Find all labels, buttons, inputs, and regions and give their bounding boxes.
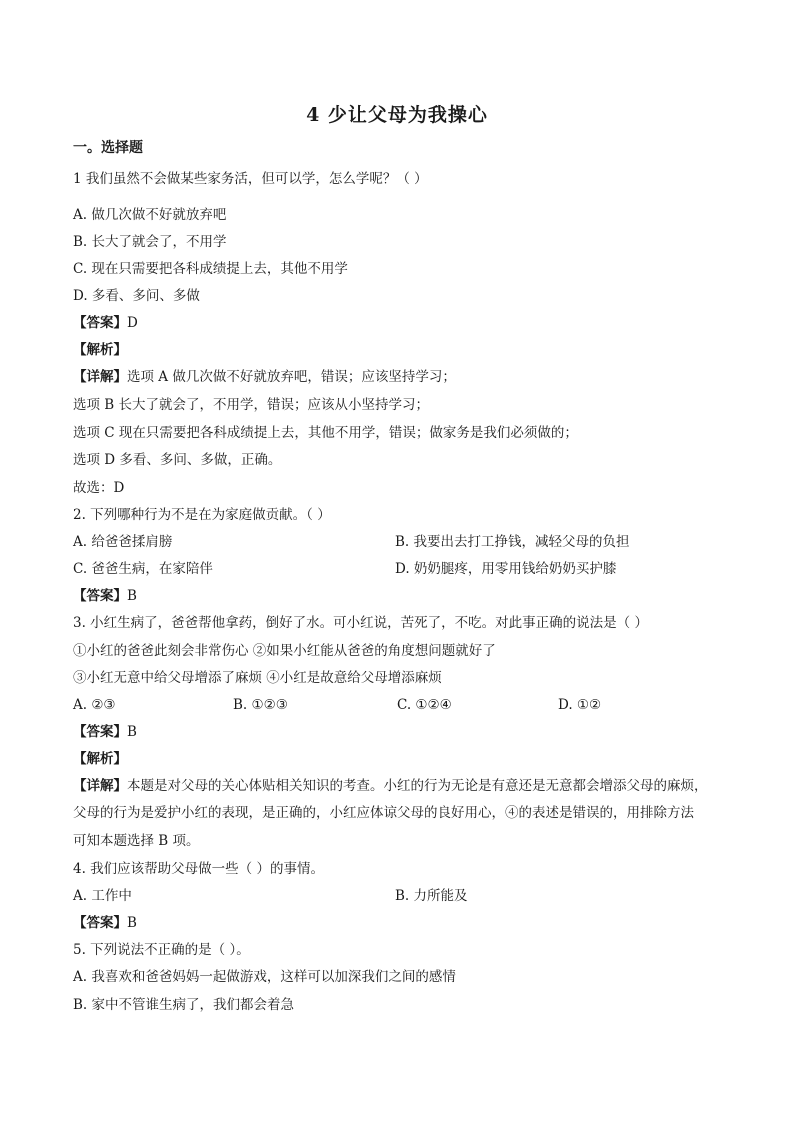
question-1-stem: 1 我们虽然不会做某些家务活，但可以学，怎么学呢？（ ） (73, 171, 428, 187)
q3-statements-2: ③小红无意中给父母增添了麻烦 ④小红是故意给父母增添麻烦 (73, 670, 442, 686)
q4-option-b: B. 力所能及 (395, 888, 468, 904)
answer-value: B (127, 724, 137, 740)
question-5-stem: 5. 下列说法不正确的是（ ）。 (73, 942, 250, 958)
detail-tag: 【详解】 (73, 778, 127, 794)
q2-option-d: D. 奶奶腿疼，用零用钱给奶奶买护膝 (395, 561, 617, 577)
q3-statements-1: ①小红的爸爸此刻会非常伤心 ②如果小红能从爸爸的角度想问题就好了 (73, 643, 496, 659)
q2-option-b: B. 我要出去打工挣钱，减轻父母的负担 (395, 534, 630, 550)
q4-option-a: A. 工作中 (73, 888, 132, 904)
answer-tag: 【答案】 (73, 588, 127, 604)
q1-detail-line: 选项 C 现在只需要把各科成绩提上去，其他不用学，错误；做家务是我们必须做的； (73, 425, 578, 441)
q3-detail-line (73, 777, 708, 795)
q3-detail-line: 父母的行为是爱护小红的表现，是正确的，小红应体谅父母的良好用心，④的表述是错误的，用排除方法 (73, 805, 694, 821)
q4-answer (73, 914, 137, 932)
q3-answer (73, 723, 137, 741)
detail-text: 本题是对父母的关心体贴相关知识的考查。小红的行为无论是有意还是无意都会增添父母的麻烦， (127, 778, 708, 794)
answer-value: D (127, 315, 138, 331)
q1-analysis-tag: 【解析】 (73, 342, 127, 358)
detail-tag: 【详解】 (73, 369, 127, 385)
q3-option-c: C. ①②④ (397, 697, 452, 713)
q5-option-a: A. 我喜欢和爸爸妈妈一起做游戏，这样可以加深我们之间的感情 (73, 969, 456, 985)
q1-option-b: B. 长大了就会了，不用学 (73, 234, 227, 250)
q1-option-d: D. 多看、多问、多做 (73, 288, 200, 304)
question-2-stem: 2. 下列哪种行为不是在为家庭做贡献。（ ） (73, 507, 331, 523)
question-4-stem: 4. 我们应该帮助父母做一些（ ）的事情。 (73, 861, 324, 877)
q1-detail-line (73, 368, 456, 386)
answer-tag: 【答案】 (73, 724, 127, 740)
q2-option-c: C. 爸爸生病，在家陪伴 (73, 561, 213, 577)
q1-answer (73, 314, 138, 332)
q3-analysis-tag: 【解析】 (73, 751, 127, 767)
detail-text: 选项 A 做几次做不好就放弃吧，错误；应该坚持学习； (127, 369, 456, 385)
q1-option-a: A. 做几次做不好就放弃吧 (73, 207, 227, 223)
section-heading: 一。选择题 (73, 140, 143, 156)
q1-option-c: C. 现在只需要把各科成绩提上去，其他不用学 (73, 261, 348, 277)
answer-value: B (127, 915, 137, 931)
answer-value: B (127, 588, 137, 604)
q3-option-a: A. ②③ (73, 697, 116, 713)
q3-detail-line: 可知本题选择 B 项。 (73, 833, 200, 849)
q3-option-b: B. ①②③ (233, 697, 288, 713)
q5-option-b: B. 家中不管谁生病了，我们都会着急 (73, 997, 295, 1013)
answer-tag: 【答案】 (73, 315, 127, 331)
q1-conclusion: 故选：D (73, 480, 125, 496)
answer-tag: 【答案】 (73, 915, 127, 931)
q1-detail-line: 选项 D 多看、多问、多做，正确。 (73, 452, 282, 468)
q2-option-a: A. 给爸爸揉肩膀 (73, 534, 173, 550)
q3-option-d: D. ①② (558, 697, 602, 713)
question-3-stem: 3. 小红生病了，爸爸帮他拿药，倒好了水。可小红说，苦死了，不吃。对此事正确的说法是（ ） (73, 615, 648, 631)
q2-answer (73, 587, 137, 605)
page-title: 4 少让父母为我操心 (306, 104, 488, 126)
q1-detail-line: 选项 B 长大了就会了，不用学，错误；应该从小坚持学习； (73, 397, 430, 413)
